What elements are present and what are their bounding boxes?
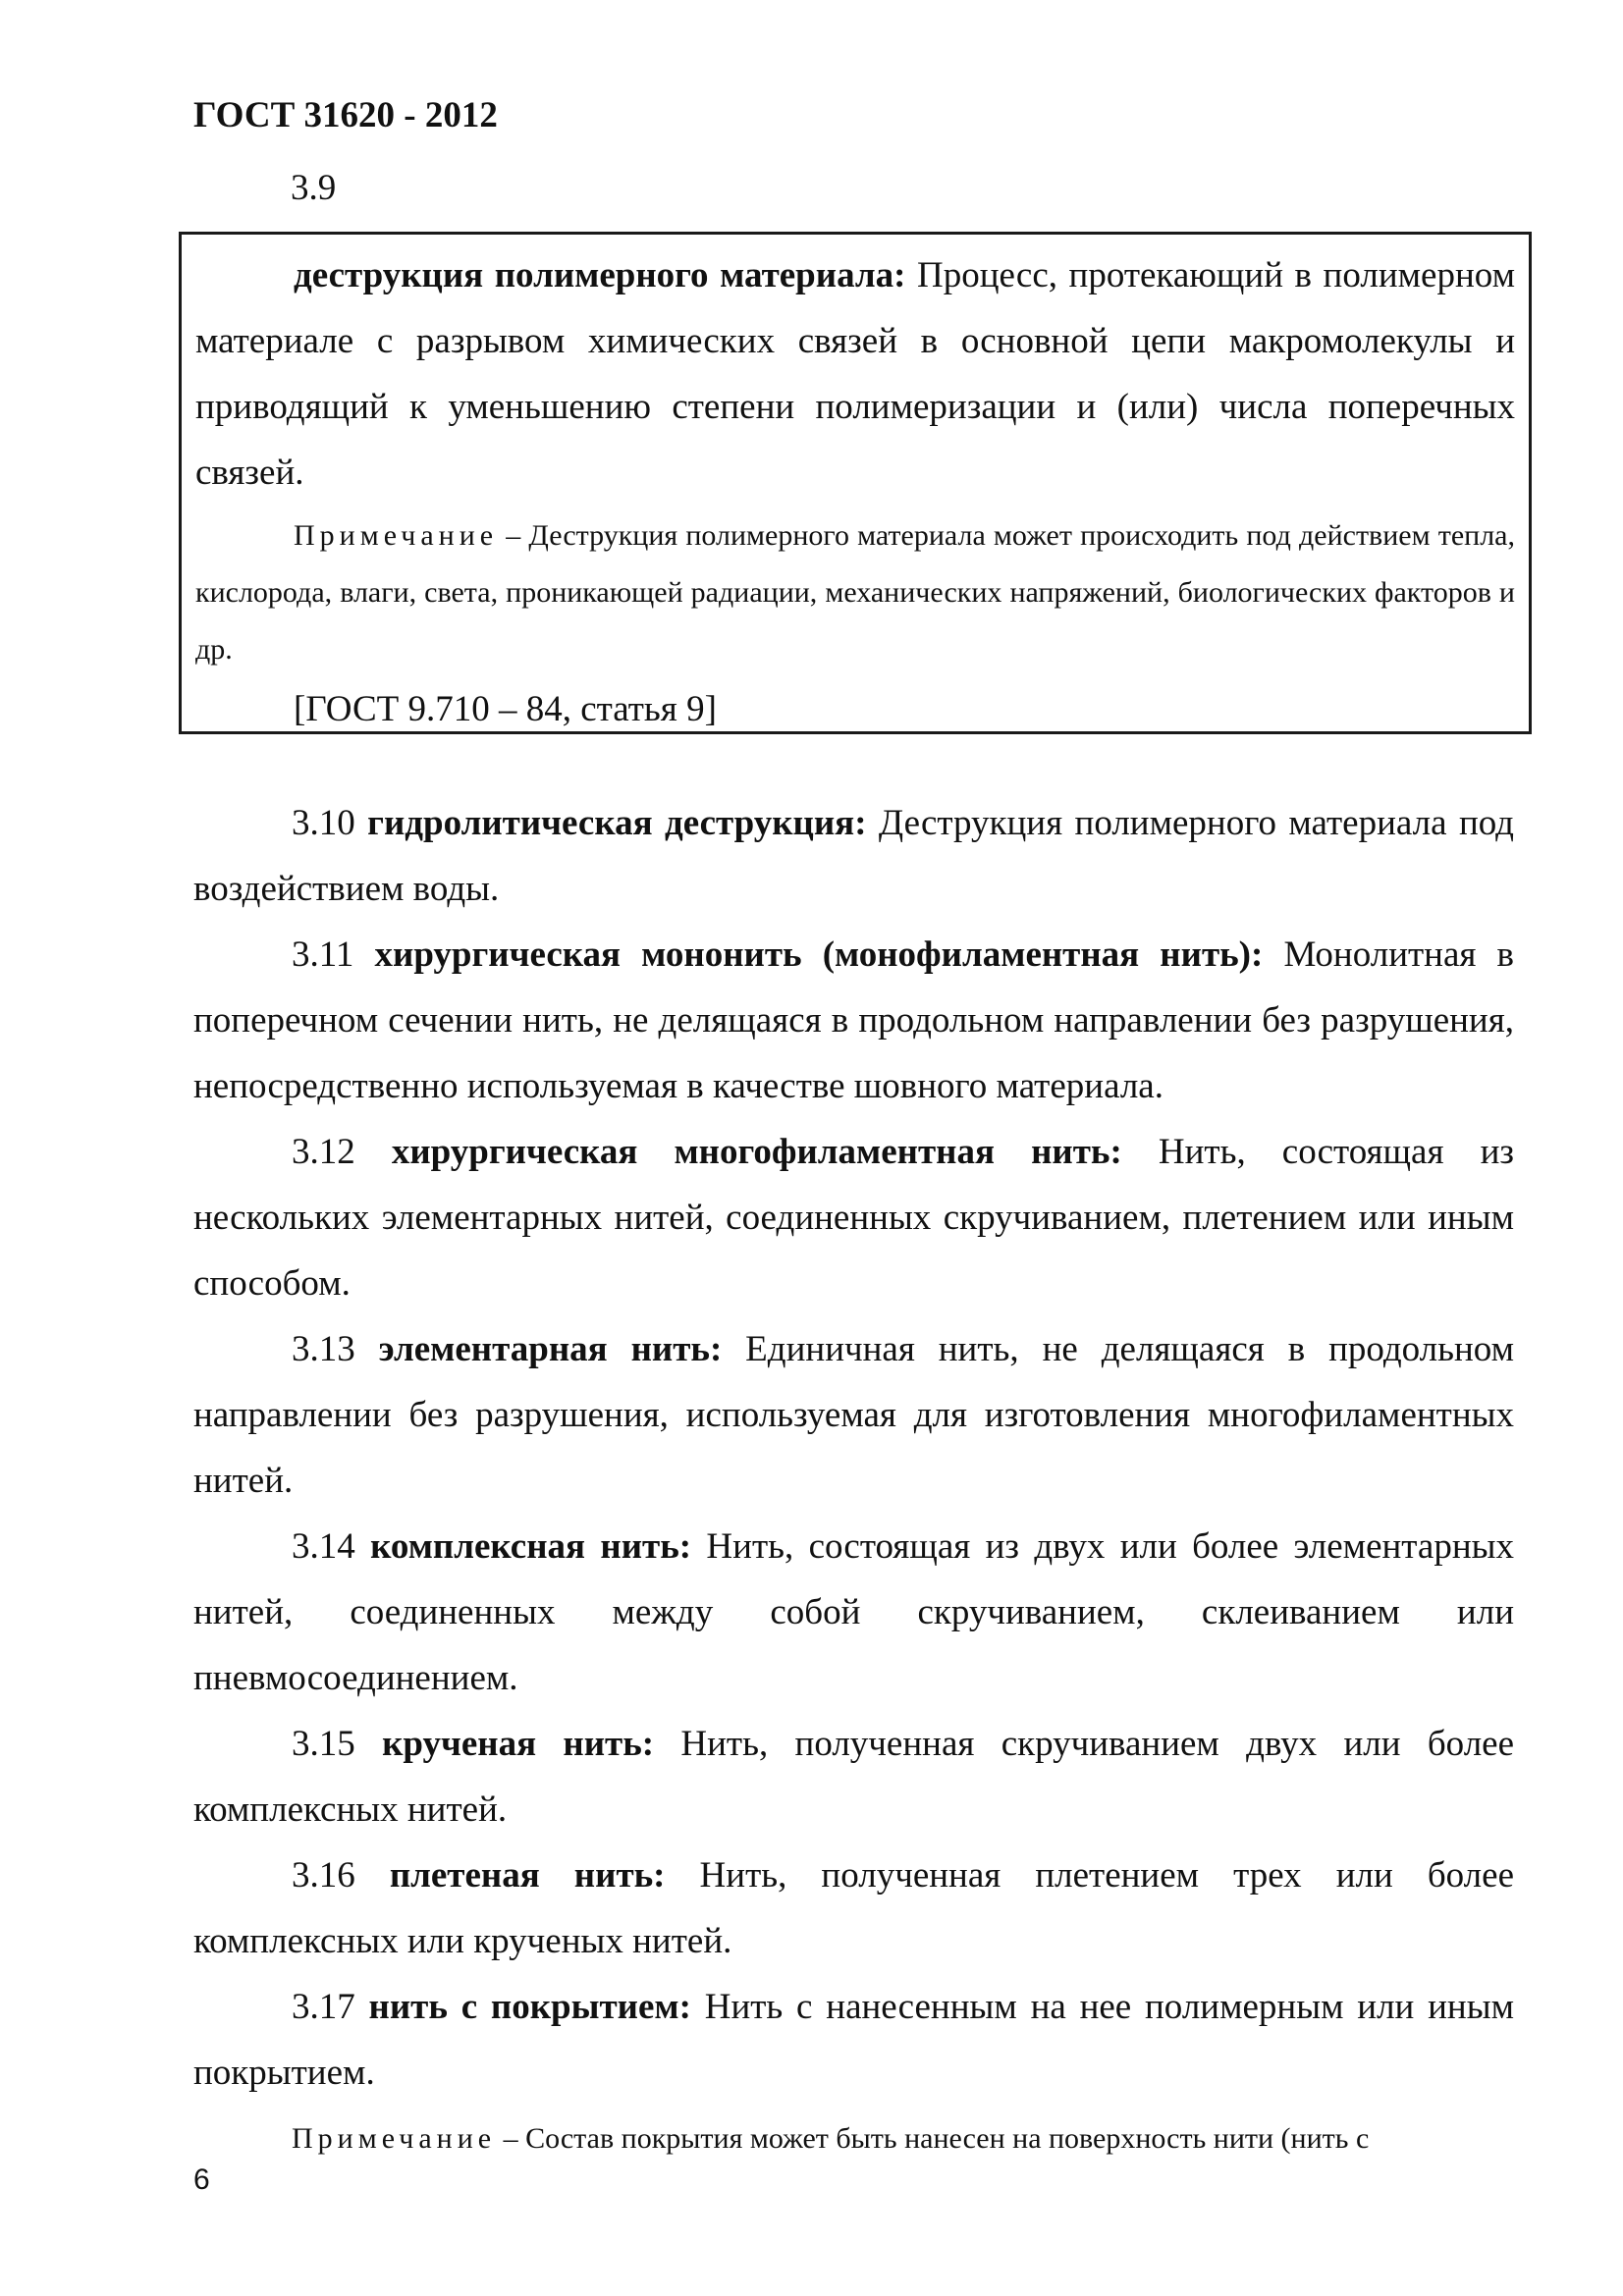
- boxed-term-definition: [195, 235, 1515, 506]
- term-entry: [193, 1842, 1514, 1974]
- term-name: хирургическая мононить (монофиламентная нить):: [374, 934, 1264, 975]
- term-name: крученая нить:: [382, 1724, 655, 1764]
- term-entry: [193, 1711, 1514, 1842]
- term-number: 3.14: [292, 1526, 355, 1567]
- term-entry: [193, 790, 1514, 922]
- term-name: деструкция полимерного материала:: [294, 255, 906, 295]
- note-label: Примечание: [294, 519, 499, 552]
- note-text: – Состав покрытия может быть нанесен на поверхность нити (нить с: [496, 2122, 1370, 2155]
- term-entry: [193, 1119, 1514, 1316]
- term-number: 3.17: [292, 1987, 355, 2027]
- final-note: [193, 2106, 1514, 2168]
- term-name: хирургическая многофиламентная нить:: [391, 1132, 1122, 1172]
- term-number: 3.10: [292, 803, 355, 843]
- term-definition: Нить, полученная плетением трех или более комплексных или крученых нитей.: [193, 1855, 1514, 1961]
- term-definition: Нить, полученная скручиванием двух или более комплексных нитей.: [193, 1724, 1515, 1830]
- term-number: 3.16: [292, 1855, 355, 1896]
- term-definition: Деструкция полимерного материала под воздействием воды.: [193, 803, 1515, 909]
- page-number: 6: [193, 2163, 210, 2196]
- note-text: – Деструкция полимерного материала может происходить под действием тепла, кислорода, влаги, света, проникающей радиации, механических напряжений, биологических факторов и др.: [195, 519, 1515, 666]
- term-definition: Единичная нить, не делящаяся в продольном направлении без разрушения, используемая для изготовления многофиламентных нитей.: [193, 1329, 1515, 1501]
- boxed-term-frame: [179, 232, 1532, 734]
- term-definition: Нить, состоящая из нескольких элементарных нитей, соединенных скручиванием, плетением или иным способом.: [193, 1132, 1514, 1304]
- term-name: комплексная нить:: [370, 1526, 692, 1567]
- term-name: элементарная нить:: [378, 1329, 723, 1369]
- note-label: Примечание: [292, 2122, 497, 2155]
- term-name: плетеная нить:: [389, 1855, 666, 1896]
- term-entry: [193, 1316, 1514, 1514]
- document-header: ГОСТ 31620 - 2012: [193, 95, 498, 135]
- term-definition: Монолитная в поперечном сечении нить, не делящаяся в продольном направлении без разрушения, непосредственно используемая в качестве шовного материала.: [193, 934, 1514, 1106]
- boxed-term-number: 3.9: [291, 168, 337, 208]
- term-number: 3.15: [292, 1724, 355, 1764]
- term-entry: [193, 922, 1514, 1119]
- boxed-term-note: [195, 507, 1515, 678]
- term-entry: [193, 1974, 1514, 2106]
- term-number: 3.13: [292, 1329, 355, 1369]
- terms-list: [193, 790, 1514, 2168]
- term-definition: Нить, состоящая из двух или более элементарных нитей, соединенных между собой скручиванием, склеиванием или пневмосоединением.: [193, 1526, 1514, 1698]
- boxed-term-reference: [ГОСТ 9.710 – 84, статья 9]: [294, 689, 717, 729]
- term-name: нить с покрытием:: [368, 1987, 691, 2027]
- term-entry: [193, 1514, 1514, 1711]
- term-name: гидролитическая деструкция:: [367, 803, 867, 843]
- term-number: 3.12: [292, 1132, 355, 1172]
- term-definition: Процесс, протекающий в полимерном материале с разрывом химических связей в основной цепи макромолекулы и приводящий к уменьшению степени полимеризации и (или) числа поперечных связей.: [195, 255, 1515, 493]
- term-definition: Нить с нанесенным на нее полимерным или иным покрытием.: [193, 1987, 1514, 2093]
- term-number: 3.11: [292, 934, 354, 975]
